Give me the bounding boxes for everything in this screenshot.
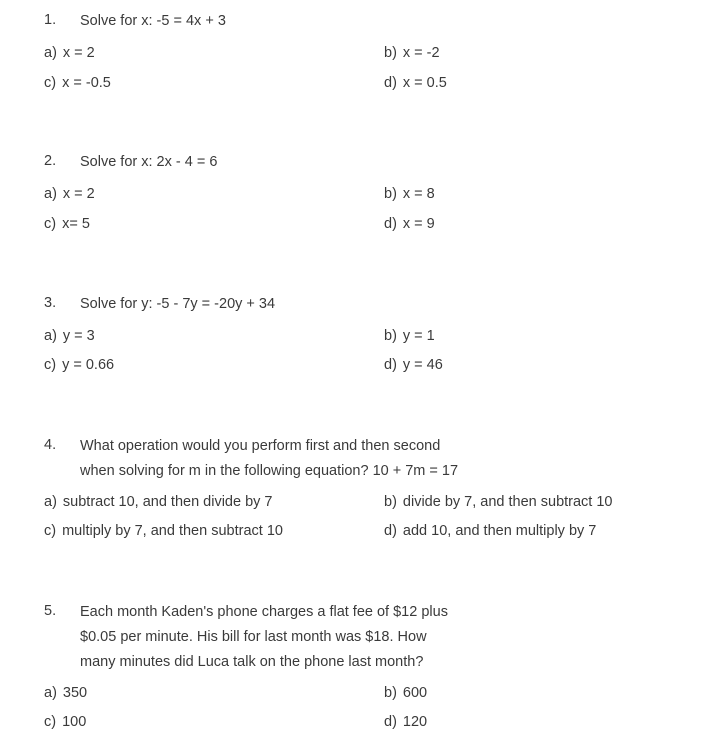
option-b[interactable] (384, 494, 613, 510)
option-text: y = 1 (402, 328, 435, 344)
option-text: divide by 7, and then subtract 10 (402, 494, 613, 510)
option-text: x = -0.5 (62, 75, 111, 91)
option-d[interactable] (384, 216, 435, 232)
option-text: x = -2 (402, 45, 440, 61)
option-letter: d) (384, 357, 397, 373)
option-letter: a) (44, 186, 57, 202)
option-b[interactable] (384, 685, 427, 701)
question-line: What operation would you perform first and then second (80, 438, 441, 454)
question-line: Each month Kaden's phone charges a flat fee of $12 plus (80, 604, 448, 620)
option-letter: a) (44, 45, 57, 61)
option-letter: c) (44, 357, 57, 373)
option-text: x = 2 (62, 45, 95, 61)
option-text: 600 (402, 685, 428, 701)
option-letter: c) (44, 523, 57, 539)
question-text (80, 150, 217, 175)
option-letter: a) (44, 494, 57, 510)
option-letter: d) (384, 216, 397, 232)
option-letter: d) (384, 523, 397, 539)
option-letter: a) (44, 685, 57, 701)
option-text: 100 (62, 714, 87, 730)
option-text: 350 (62, 685, 88, 701)
question-line: $0.05 per minute. His bill for last month was $18. How (80, 629, 427, 645)
option-letter: b) (384, 685, 397, 701)
question-line: when solving for m in the following equation? 10 + 7m = 17 (80, 463, 459, 479)
option-text: y = 46 (402, 357, 443, 373)
option-c[interactable] (44, 216, 90, 232)
question-text (80, 9, 226, 34)
question-text (80, 434, 458, 484)
option-letter: b) (384, 494, 397, 510)
option-c[interactable] (44, 714, 86, 730)
question-number: 2. (44, 153, 57, 169)
option-d[interactable] (384, 714, 427, 730)
option-a[interactable] (44, 328, 95, 344)
question-number: 4. (44, 437, 57, 453)
option-text: x= 5 (62, 216, 90, 232)
option-letter: b) (384, 186, 397, 202)
option-text: y = 3 (62, 328, 95, 344)
question-text (80, 292, 275, 317)
question-line: Solve for x: 2x - 4 = 6 (80, 154, 218, 170)
option-text: x = 0.5 (402, 75, 447, 91)
option-text: x = 9 (402, 216, 435, 232)
option-d[interactable] (384, 523, 596, 539)
option-c[interactable] (44, 357, 114, 373)
question-line: many minutes did Luca talk on the phone last month? (80, 654, 424, 670)
option-text: multiply by 7, and then subtract 10 (62, 523, 283, 539)
option-a[interactable] (44, 494, 273, 510)
option-text: y = 0.66 (62, 357, 115, 373)
option-letter: c) (44, 216, 57, 232)
option-text: subtract 10, and then divide by 7 (62, 494, 273, 510)
option-b[interactable] (384, 186, 435, 202)
question-line: Solve for y: -5 - 7y = -20y + 34 (80, 296, 276, 312)
option-letter: c) (44, 75, 57, 91)
option-text: 120 (402, 714, 428, 730)
question-number: 1. (44, 12, 57, 28)
option-letter: b) (384, 45, 397, 61)
option-c[interactable] (44, 523, 283, 539)
question-number: 3. (44, 295, 57, 311)
option-a[interactable] (44, 45, 95, 61)
option-a[interactable] (44, 186, 95, 202)
option-letter: c) (44, 714, 57, 730)
option-b[interactable] (384, 45, 440, 61)
option-text: x = 2 (62, 186, 95, 202)
option-c[interactable] (44, 75, 111, 91)
question-number: 5. (44, 603, 57, 619)
option-letter: d) (384, 75, 397, 91)
option-text: x = 8 (402, 186, 435, 202)
question-text (80, 600, 448, 675)
option-d[interactable] (384, 357, 443, 373)
question-line: Solve for x: -5 = 4x + 3 (80, 13, 226, 29)
option-text: add 10, and then multiply by 7 (402, 523, 597, 539)
option-letter: b) (384, 328, 397, 344)
option-b[interactable] (384, 328, 435, 344)
option-letter: a) (44, 328, 57, 344)
option-letter: d) (384, 714, 397, 730)
option-d[interactable] (384, 75, 447, 91)
option-a[interactable] (44, 685, 87, 701)
